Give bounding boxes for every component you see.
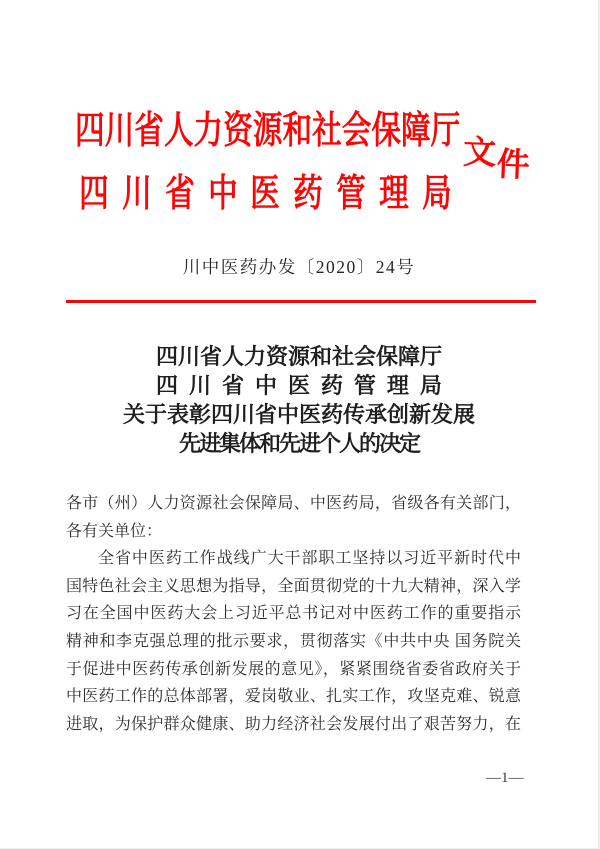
title-character: 局	[419, 373, 442, 398]
red-separator-line	[66, 300, 536, 303]
title-line-2	[156, 371, 442, 400]
title-character: 四	[79, 173, 109, 215]
letterhead-document-word	[462, 126, 531, 186]
body-line: 进取，为保护群众健康、助力经济社会发展付出了艰苦努力，在	[66, 715, 521, 733]
page-number: —1—	[486, 770, 524, 786]
body-line: 全省中医药工作战线广大干部职工坚持以习近平新时代中	[98, 550, 521, 568]
title-character: 件	[496, 147, 531, 185]
reference-number: 川中医药办发〔2020〕24号	[182, 257, 416, 277]
title-character: 川	[122, 173, 152, 215]
body-line: 国特色社会主义思想为指导，全面贯彻党的十九大精神，深入学	[66, 577, 521, 595]
title-character: 管	[336, 173, 366, 215]
title-character: 医	[287, 373, 310, 398]
letterhead-agency-line1: 四川省人力资源和社会保障厅	[75, 110, 461, 152]
title-character: 局	[422, 173, 452, 215]
title-character: 医	[250, 173, 281, 215]
document-body	[66, 490, 521, 738]
body-line: 各市（州）人力资源社会保障局、中医药局，省级各有关部门，	[66, 495, 521, 512]
letterhead-agency-line2	[75, 162, 456, 217]
title-character: 管	[353, 373, 376, 398]
title-character: 川	[188, 373, 211, 398]
title-line-4: 先进集体和先进个人的决定	[178, 431, 419, 456]
title-character: 省	[164, 173, 195, 215]
title-character: 文	[462, 134, 497, 173]
title-character: 中	[254, 373, 277, 398]
body-line: 精神和李克强总理的批示要求，贯彻落实《中共中央 国务院关	[66, 632, 521, 650]
document-title	[0, 342, 598, 458]
title-line-1: 四川省人力资源和社会保障厅	[155, 344, 442, 369]
body-line: 习在全国中医药大会上习近平总书记对中医药工作的重要指示	[66, 605, 521, 623]
title-character: 药	[293, 173, 324, 215]
body-line: 于促进中医药传承创新发展的意见》，紧紧围绕省委省政府关于	[66, 660, 521, 678]
title-character: 中	[207, 173, 238, 215]
title-character: 理	[379, 173, 409, 215]
title-character: 理	[386, 373, 409, 398]
body-line: 中医药工作的总体部署，爱岗敬业、扎实工作，攻坚克难、锐意	[66, 688, 521, 706]
title-character: 四	[156, 373, 179, 398]
body-line: 各有关单位：	[66, 522, 163, 540]
title-character: 省	[221, 373, 244, 398]
title-character: 药	[320, 373, 343, 398]
title-line-3: 关于表彰四川省中医药传承创新发展	[122, 402, 475, 427]
